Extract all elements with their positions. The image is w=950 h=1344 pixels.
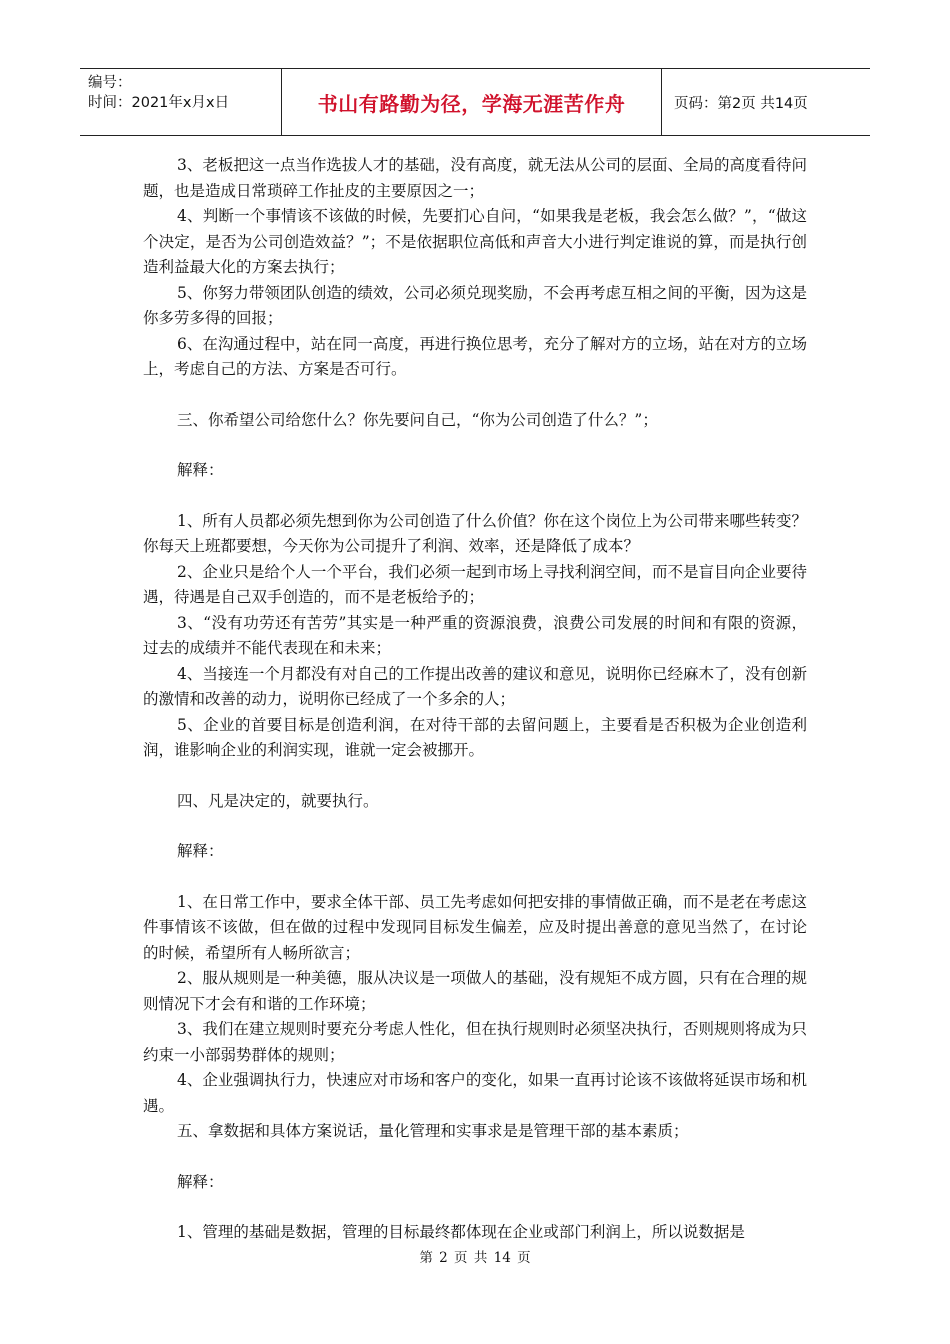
- explanation-label: 解释：: [177, 842, 224, 860]
- document-body: [143, 153, 807, 1246]
- section-heading: 四、凡是决定的，就要执行。: [177, 791, 379, 810]
- header-motto-cell: [282, 69, 662, 135]
- paragraph: 1、所有人员都必须先想到你为公司创造了什么价值？你在这个岗位上为公司带来哪些转变？你每天上班都要想，今天你为公司提升了利润、效率，还是降低了成本？: [143, 511, 807, 555]
- paragraph: 2、企业只是给个人一个平台，我们必须一起到市场上寻找利润空间，而不是盲目向企业要待遇，待遇是自己双手创造的，而不是老板给予的；: [143, 562, 807, 606]
- paragraph: 4、当接连一个月都没有对自己的工作提出改善的建议和意见，说明你已经麻木了，没有创新的激情和改善的动力，说明你已经成了一个多余的人；: [143, 664, 807, 708]
- section-heading: 五、拿数据和具体方案说话，量化管理和实事求是是管理干部的基本素质；: [177, 1122, 689, 1140]
- page-footer: 第 2 页 共 14 页: [419, 1250, 531, 1266]
- section-heading: 三、你希望公司给您什么？你先要问自己，“你为公司创造了什么？”；: [177, 410, 658, 429]
- page-header: [80, 68, 870, 136]
- explanation-label: 解释：: [177, 1172, 224, 1191]
- header-motto: 书山有路勤为径，学海无涯苦作舟: [317, 91, 626, 116]
- document-date: 时间：2021年x月x日: [88, 95, 230, 111]
- paragraph: 6、在沟通过程中，站在同一高度，再进行换位思考，充分了解对方的立场，站在对方的立场上，考虑自己的方法、方案是否可行。: [143, 334, 807, 378]
- paragraph: 4、企业强调执行力，快速应对市场和客户的变化，如果一直再讨论该不该做将延误市场和机遇。: [143, 1071, 807, 1115]
- paragraph: 2、服从规则是一种美德，服从决议是一项做人的基础，没有规矩不成方圆，只有在合理的规则情况下才会有和谐的工作环境；: [143, 969, 807, 1013]
- paragraph: 5、企业的首要目标是创造利润，在对待干部的去留问题上，主要看是否积极为企业创造利润，谁影响企业的利润实现，谁就一定会被挪开。: [143, 715, 807, 759]
- header-meta: [80, 69, 282, 135]
- paragraph: 3、我们在建立规则时要充分考虑人性化，但在执行规则时必须坚决执行，否则规则将成为只约束一小部弱势群体的规则；: [143, 1020, 807, 1064]
- paragraph: 4、判断一个事情该不该做的时候，先要扪心自问，“如果我是老板，我会怎么做？”，“做这个决定，是否为公司创造效益？”；不是依据职位高低和声音大小进行判定谁说的算，而是执行创造利益最大化的方案去执行；: [143, 207, 807, 276]
- document-number-label: 编号：: [88, 75, 132, 91]
- header-page-info: 页码：第2页 共14页: [674, 95, 808, 112]
- paragraph: 1、管理的基础是数据，管理的目标最终都体现在企业或部门利润上，所以说数据是: [177, 1223, 745, 1241]
- paragraph: 3、“没有功劳还有苦劳”其实是一种严重的资源浪费，浪费公司发展的时间和有限的资源，过去的成绩并不能代表现在和未来；: [143, 613, 807, 657]
- paragraph: 3、老板把这一点当作选拔人才的基础，没有高度，就无法从公司的层面、全局的高度看待问题，也是造成日常琐碎工作扯皮的主要原因之一；: [143, 156, 807, 200]
- paragraph: 1、在日常工作中，要求全体干部、员工先考虑如何把安排的事情做正确，而不是老在考虑这件事情该不该做，但在做的过程中发现同目标发生偏差，应及时提出善意的意见当然了，在讨论的时候，希望所有人畅所欲言；: [143, 892, 807, 962]
- paragraph: 5、你努力带领团队创造的绩效，公司必须兑现奖励，不会再考虑互相之间的平衡，因为这是你多劳多得的回报；: [143, 283, 807, 327]
- explanation-label: 解释：: [177, 461, 224, 479]
